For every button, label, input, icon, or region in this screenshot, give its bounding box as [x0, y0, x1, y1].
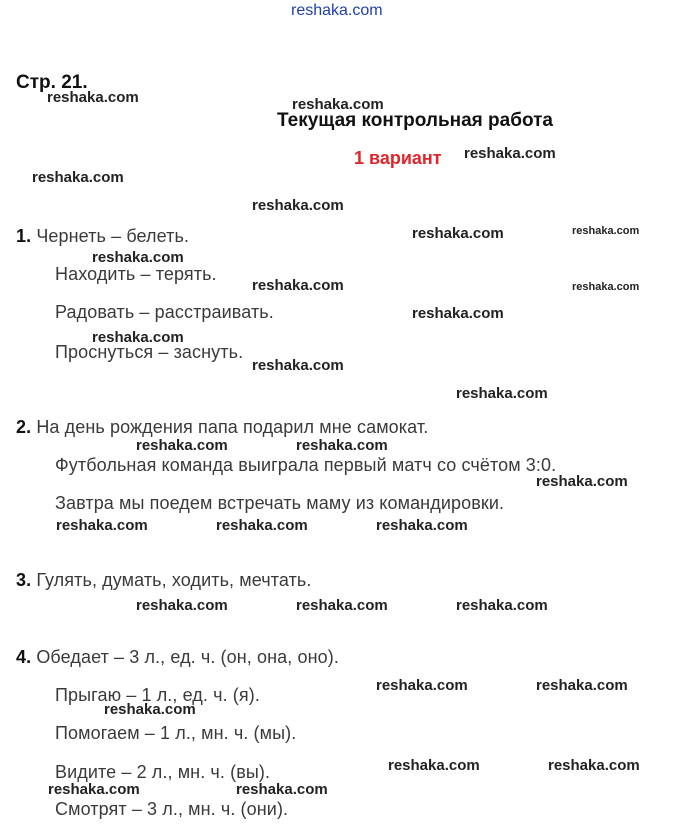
watermark: reshaka.com — [216, 517, 308, 534]
watermark: reshaka.com — [376, 517, 468, 534]
watermark: reshaka.com — [572, 281, 640, 293]
watermark: reshaka.com — [464, 145, 556, 162]
task-4-line-4: Видите – 2 л., мн. ч. (вы). — [55, 762, 271, 782]
watermark: reshaka.com — [136, 437, 228, 454]
task-3-number: 3. — [16, 570, 32, 590]
watermark: reshaka.com — [252, 197, 344, 214]
watermark: reshaka.com — [32, 169, 124, 186]
task-4-text-1: Обедает – 3 л., ед. ч. (он, она, оно). — [36, 647, 339, 667]
task-4-line-2: Прыгаю – 1 л., ед. ч. (я). — [55, 685, 260, 705]
watermark: reshaka.com — [456, 385, 548, 402]
watermark: reshaka.com — [572, 225, 640, 237]
task-2-line-2: Футбольная команда выиграла первый матч со счётом 3:0. — [55, 455, 557, 475]
watermark: reshaka.com — [136, 597, 228, 614]
watermark: reshaka.com — [104, 701, 196, 718]
task-2-number: 2. — [16, 417, 32, 437]
watermark: reshaka.com — [536, 677, 628, 694]
task-2-line-3: Завтра мы поедем встречать маму из командировки. — [55, 493, 505, 513]
watermark: reshaka.com — [296, 437, 388, 454]
task-4-line-3: Помогаем – 1 л., мн. ч. (мы). — [55, 723, 297, 743]
task-2-text-1: На день рождения папа подарил мне самокат. — [36, 417, 429, 437]
task-2-line-1 — [16, 417, 428, 438]
watermark: reshaka.com — [252, 357, 344, 374]
task-4-number: 4. — [16, 647, 32, 667]
task-3-text-1: Гулять, думать, ходить, мечтать. — [36, 570, 312, 590]
watermark: reshaka.com — [456, 597, 548, 614]
watermark: reshaka.com — [236, 781, 328, 798]
task-1-line-4: Проснуться – заснуть. — [55, 342, 244, 362]
watermark: reshaka.com — [548, 757, 640, 774]
task-3-line-1 — [16, 570, 312, 591]
site-link[interactable]: reshaka.com — [291, 2, 383, 19]
page-number: Стр. 21. — [16, 72, 88, 93]
watermark: reshaka.com — [412, 305, 504, 322]
watermark: reshaka.com — [48, 781, 140, 798]
task-4-line-5: Смотрят – 3 л., мн. ч. (они). — [55, 799, 289, 819]
task-1-text-1: Чернеть – белеть. — [36, 226, 190, 246]
watermark: reshaka.com — [536, 473, 628, 490]
watermark: reshaka.com — [47, 89, 139, 106]
task-1-line-3: Радовать – расстраивать. — [55, 302, 274, 322]
variant-label: 1 вариант — [354, 148, 442, 168]
watermark: reshaka.com — [376, 677, 468, 694]
watermark: reshaka.com — [388, 757, 480, 774]
watermark: reshaka.com — [296, 597, 388, 614]
task-1-line-2: Находить – терять. — [55, 264, 217, 284]
watermark: reshaka.com — [92, 329, 184, 346]
watermark: reshaka.com — [412, 225, 504, 242]
page-title: Текущая контрольная работа — [277, 110, 553, 131]
watermark: reshaka.com — [292, 96, 384, 113]
task-1-number: 1. — [16, 226, 32, 246]
task-1-line-1 — [16, 226, 189, 247]
task-4-line-1 — [16, 647, 339, 668]
watermark: reshaka.com — [252, 277, 344, 294]
watermark: reshaka.com — [56, 517, 148, 534]
watermark: reshaka.com — [92, 249, 184, 266]
